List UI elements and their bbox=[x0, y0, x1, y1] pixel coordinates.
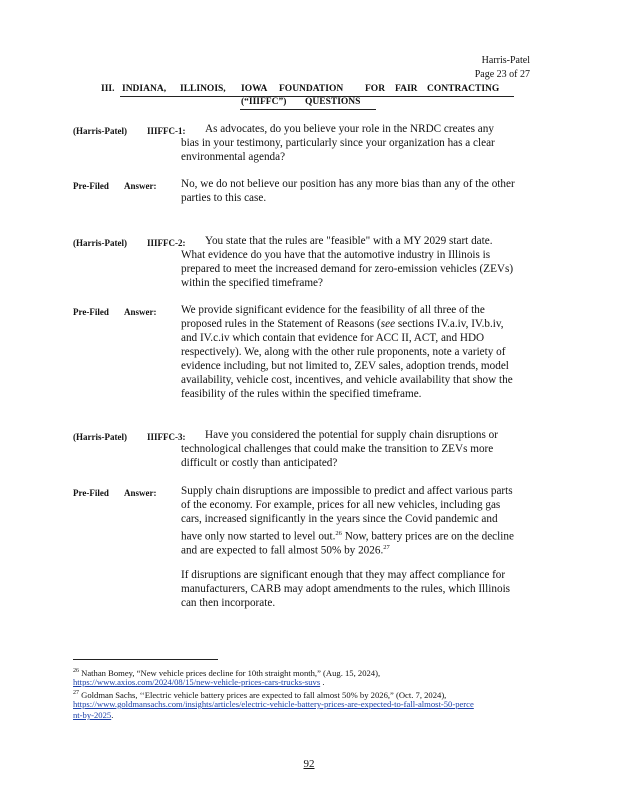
footnote-26-link-line bbox=[73, 677, 324, 687]
footnote-27-link-line bbox=[73, 710, 113, 720]
answer-source-label: Pre-Filed bbox=[73, 488, 109, 498]
answer-text-segment: and are expected to fall almost 50% by 2026. bbox=[181, 544, 384, 557]
question-author-label: (Harris-Patel) bbox=[73, 126, 127, 136]
question-text-line: You state that the rules are "feasible" with a MY 2029 start date. bbox=[205, 235, 493, 247]
page-number-wrap bbox=[0, 758, 618, 770]
answer-text-line: No, we do not believe our position has any more bias than any of the other bbox=[181, 178, 515, 190]
question-id: IIIFFC-3: bbox=[147, 432, 186, 442]
footnote-link-suffix: . bbox=[111, 710, 114, 720]
answer-text-line: feasibility of the rules within the specified timeframe. bbox=[181, 388, 422, 400]
section-title-word: CONTRACTING bbox=[427, 84, 500, 94]
footnote-link[interactable]: https://www.goldmansachs.com/insights/articles/electric-vehicle-battery-prices-are-expected-to-fall-almost-50-perce bbox=[73, 699, 474, 709]
page-number: 92 bbox=[303, 758, 315, 770]
header-author: Harris-Patel bbox=[481, 55, 530, 66]
section-title-word: ILLINOIS, bbox=[180, 84, 226, 94]
section-title-word: FAIR bbox=[395, 84, 418, 94]
answer-text-line bbox=[181, 318, 504, 332]
answer-text-line: Supply chain disruptions are impossible to predict and affect various parts bbox=[181, 485, 513, 497]
question-text-line: Have you considered the potential for supply chain disruptions or bbox=[205, 429, 498, 441]
section-title-word: FOR bbox=[365, 84, 386, 94]
section-title-word: QUESTIONS bbox=[305, 97, 361, 107]
answer-tag: Answer: bbox=[124, 307, 157, 317]
answer-text-line: We provide significant evidence for the feasibility of all three of the bbox=[181, 304, 485, 316]
header-page: Page 23 of 27 bbox=[474, 69, 530, 80]
question-id: IIIFFC-1: bbox=[147, 126, 186, 136]
section-title-word: IOWA bbox=[241, 84, 268, 94]
answer-text-segment: have only now started to level out. bbox=[181, 530, 336, 543]
footnote-link[interactable]: https://www.axios.com/2024/08/15/new-vehicle-prices-cars-trucks-suvs bbox=[73, 677, 321, 687]
answer-source-label: Pre-Filed bbox=[73, 181, 109, 191]
answer-text-line: respectively). We, along with the other rule proponents, note a variety of bbox=[181, 346, 506, 358]
footnote-text: Goldman Sachs, ‘‘Electric vehicle battery prices are expected to fall almost 50% by 2026,” (Oct. 7, 2024), bbox=[79, 689, 447, 700]
answer-text-line: availability, vehicle cost, incentives, and vehicle availability that show the bbox=[181, 374, 513, 386]
footnote-separator bbox=[73, 659, 218, 660]
section-title-underline bbox=[240, 109, 376, 110]
answer-text-segment: sections IV.a.iv, IV.b.iv, bbox=[395, 318, 504, 330]
answer-text-line: of the economy. For example, prices for all new vehicles, including gas bbox=[181, 499, 501, 511]
answer-source-label: Pre-Filed bbox=[73, 307, 109, 317]
answer-tag: Answer: bbox=[124, 181, 157, 191]
question-text-line: bias in your testimony, particularly since your organization has a clear bbox=[181, 137, 495, 149]
question-text-line: technological challenges that could make the transition to ZEVs more bbox=[181, 443, 494, 455]
answer-text-line: parties to this case. bbox=[181, 192, 267, 204]
question-text-line: What evidence do you have that the automotive industry in Illinois is bbox=[181, 249, 491, 261]
answer-text-line: evidence including, but not limited to, ZEV sales, adoption trends, model bbox=[181, 360, 509, 372]
question-text-line: environmental agenda? bbox=[181, 151, 286, 163]
question-author-label: (Harris-Patel) bbox=[73, 432, 127, 442]
answer-tag: Answer: bbox=[124, 488, 157, 498]
footnote-ref[interactable]: 26 bbox=[335, 530, 342, 537]
footnote-ref[interactable]: 27 bbox=[383, 544, 390, 551]
answer-text-line: If disruptions are significant enough that they may affect compliance for bbox=[181, 569, 506, 581]
question-text-line: difficult or costly than anticipated? bbox=[181, 457, 338, 469]
section-title-word: (“IIIFFC”) bbox=[241, 97, 287, 107]
answer-text-segment: proposed rules in the Statement of Reasons ( bbox=[181, 318, 381, 330]
footnote-link-suffix: . bbox=[320, 677, 325, 687]
question-text-line: prepared to meet the increased demand for zero-emission vehicles (ZEVs) bbox=[181, 263, 514, 275]
answer-text-italic: see bbox=[380, 318, 396, 330]
answer-text-line: manufacturers, CARB may adopt amendments to the rules, which Illinois bbox=[181, 583, 511, 595]
footnote-number: 26 bbox=[73, 668, 79, 674]
footnote-27-link-line bbox=[73, 699, 474, 709]
question-id: IIIFFC-2: bbox=[147, 238, 186, 248]
answer-text-line: can then incorporate. bbox=[181, 597, 276, 609]
question-text-line: within the specified timeframe? bbox=[181, 277, 323, 289]
footnote-link[interactable]: nt-by-2025 bbox=[73, 710, 112, 720]
question-text-line: As advocates, do you believe your role in the NRDC creates any bbox=[205, 123, 494, 135]
answer-text-line: cars, increased significantly in the years since the Covid pandemic and bbox=[181, 513, 498, 525]
footnote-number: 27 bbox=[73, 690, 79, 696]
answer-text-line: and IV.c.iv which contain that evidence for ACC II, ACT, and HDO bbox=[181, 332, 485, 344]
section-title-word: INDIANA, bbox=[122, 84, 167, 94]
section-title-word: FOUNDATION bbox=[279, 84, 344, 94]
section-number: III. bbox=[101, 84, 115, 94]
footnote-text: Nathan Bomey, “New vehicle prices decline for 10th straight month,” (Aug. 15, 2024), bbox=[79, 667, 381, 678]
answer-text-line bbox=[181, 541, 390, 559]
question-author-label: (Harris-Patel) bbox=[73, 238, 127, 248]
answer-text-segment: Now, battery prices are on the decline bbox=[341, 530, 514, 543]
